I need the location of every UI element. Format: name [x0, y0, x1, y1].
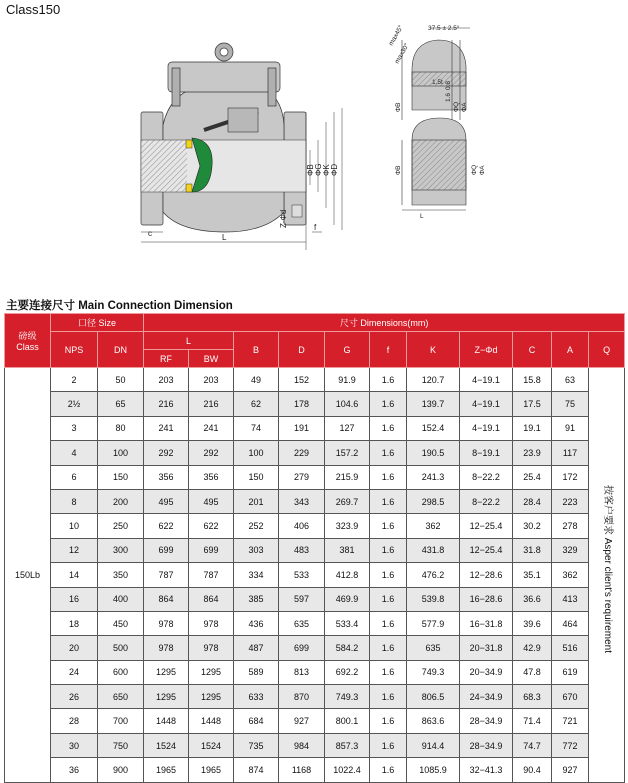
cell-nps: 2½ — [51, 392, 98, 416]
cell-a: 91 — [552, 416, 589, 440]
cell-bw: 1295 — [189, 660, 234, 684]
cell-bw: 978 — [189, 636, 234, 660]
cell-d: 597 — [279, 587, 325, 611]
cell-k: 431.8 — [407, 538, 460, 562]
cell-c: 71.4 — [513, 709, 552, 733]
cell-bw: 292 — [189, 441, 234, 465]
cell-k: 914.4 — [407, 733, 460, 757]
cell-bw: 864 — [189, 587, 234, 611]
cell-rf: 356 — [144, 465, 189, 489]
cell-dn: 900 — [98, 758, 144, 782]
cell-rf: 1295 — [144, 685, 189, 709]
cell-a: 670 — [552, 685, 589, 709]
table-row — [5, 733, 625, 757]
cell-g: 323.9 — [325, 514, 370, 538]
cell-f: 1.6 — [370, 392, 407, 416]
header-d: D — [279, 332, 325, 368]
valve-body-section — [141, 43, 306, 232]
label-face2-phiQ: ΦQ — [471, 164, 478, 175]
cell-g: 104.6 — [325, 392, 370, 416]
cell-d: 191 — [279, 416, 325, 440]
cell-k: 749.3 — [407, 660, 460, 684]
cell-k: 241.3 — [407, 465, 460, 489]
cell-d: 406 — [279, 514, 325, 538]
header-q: Q — [589, 332, 625, 368]
cell-a: 619 — [552, 660, 589, 684]
cell-d: 984 — [279, 733, 325, 757]
cell-nps: 12 — [51, 538, 98, 562]
cell-d: 635 — [279, 611, 325, 635]
cell-c: 42.9 — [513, 636, 552, 660]
cell-g: 584.2 — [325, 636, 370, 660]
cell-a: 516 — [552, 636, 589, 660]
cell-f: 1.6 — [370, 587, 407, 611]
label-f: f — [314, 223, 317, 232]
cell-c: 30.2 — [513, 514, 552, 538]
table-row — [5, 489, 625, 513]
cell-f: 1.6 — [370, 368, 407, 392]
cell-d: 1168 — [279, 758, 325, 782]
table-row — [5, 514, 625, 538]
cell-d: 483 — [279, 538, 325, 562]
cell-d: 533 — [279, 563, 325, 587]
label-face-phiQ: ΦQ — [453, 101, 460, 112]
cell-c: 68.3 — [513, 685, 552, 709]
cell-rf: 1524 — [144, 733, 189, 757]
cell-nps: 36 — [51, 758, 98, 782]
cell-k: 806.5 — [407, 685, 460, 709]
cell-b: 589 — [234, 660, 279, 684]
cell-f: 1.6 — [370, 465, 407, 489]
cell-a: 172 — [552, 465, 589, 489]
cell-g: 127 — [325, 416, 370, 440]
cell-dn: 50 — [98, 368, 144, 392]
cell-k: 120.7 — [407, 368, 460, 392]
cell-b: 684 — [234, 709, 279, 733]
label-angle: 37.5 ± 2.5° — [428, 25, 460, 32]
table-row — [5, 392, 625, 416]
header-b: B — [234, 332, 279, 368]
cell-g: 157.2 — [325, 441, 370, 465]
cell-f: 1.6 — [370, 416, 407, 440]
cell-z: 12−25.4 — [460, 538, 513, 562]
label-face-phiA: ΦA — [461, 102, 468, 112]
cell-bw: 216 — [189, 392, 234, 416]
label-r15: 1.5t — [432, 79, 443, 86]
cell-b: 436 — [234, 611, 279, 635]
label-L: L — [222, 233, 227, 242]
cell-z: 16−28.6 — [460, 587, 513, 611]
cell-rf: 495 — [144, 489, 189, 513]
cell-rf: 1965 — [144, 758, 189, 782]
q-note: 按客户要求 Asper client's requirement — [601, 484, 613, 653]
section-title: 主要连接尺寸 Main Connection Dimension — [6, 300, 233, 312]
cell-z: 32−41.3 — [460, 758, 513, 782]
table-row — [5, 563, 625, 587]
cell-z: 12−28.6 — [460, 563, 513, 587]
label-max30: max30° — [393, 42, 411, 65]
table-row — [5, 758, 625, 782]
cell-z: 28−34.9 — [460, 733, 513, 757]
cell-b: 100 — [234, 441, 279, 465]
cell-z: 8−19.1 — [460, 441, 513, 465]
cell-f: 1.6 — [370, 758, 407, 782]
cell-a: 413 — [552, 587, 589, 611]
cell-c: 31.8 — [513, 538, 552, 562]
cell-k: 635 — [407, 636, 460, 660]
cell-d: 152 — [279, 368, 325, 392]
cell-g: 412.8 — [325, 563, 370, 587]
cell-b: 735 — [234, 733, 279, 757]
header-c: C — [513, 332, 552, 368]
cell-bw: 978 — [189, 611, 234, 635]
table-row — [5, 611, 625, 635]
header-dn: DN — [98, 332, 144, 368]
cell-dn: 65 — [98, 392, 144, 416]
cell-f: 1.6 — [370, 685, 407, 709]
table-row — [5, 709, 625, 733]
cell-c: 36.6 — [513, 587, 552, 611]
cell-b: 334 — [234, 563, 279, 587]
cell-nps: 4 — [51, 441, 98, 465]
header-class — [5, 314, 51, 368]
cell-a: 721 — [552, 709, 589, 733]
cell-g: 692.2 — [325, 660, 370, 684]
cell-f: 1.6 — [370, 611, 407, 635]
cell-c: 15.8 — [513, 368, 552, 392]
cell-nps: 16 — [51, 587, 98, 611]
header-nps: NPS — [51, 332, 98, 368]
cell-f: 1.6 — [370, 660, 407, 684]
cell-dn: 150 — [98, 465, 144, 489]
cell-dn: 650 — [98, 685, 144, 709]
cell-bw: 203 — [189, 368, 234, 392]
cell-a: 117 — [552, 441, 589, 465]
cell-k: 1085.9 — [407, 758, 460, 782]
cell-bw: 1965 — [189, 758, 234, 782]
cell-nps: 20 — [51, 636, 98, 660]
cell-k: 298.5 — [407, 489, 460, 513]
cell-g: 91.9 — [325, 368, 370, 392]
header-g: G — [325, 332, 370, 368]
cell-c: 25.4 — [513, 465, 552, 489]
cell-a: 464 — [552, 611, 589, 635]
cell-b: 385 — [234, 587, 279, 611]
cell-c: 35.1 — [513, 563, 552, 587]
table-row — [5, 636, 625, 660]
cell-k: 139.7 — [407, 392, 460, 416]
cell-rf: 1295 — [144, 660, 189, 684]
cell-nps: 8 — [51, 489, 98, 513]
cell-dn: 500 — [98, 636, 144, 660]
cell-g: 749.3 — [325, 685, 370, 709]
cell-nps: 10 — [51, 514, 98, 538]
cell-g: 800.1 — [325, 709, 370, 733]
cell-c: 39.6 — [513, 611, 552, 635]
cell-dn: 300 — [98, 538, 144, 562]
label-zphid: Z-Φd — [279, 209, 288, 228]
cell-f: 1.6 — [370, 489, 407, 513]
cell-z: 4−19.1 — [460, 392, 513, 416]
cell-f: 1.6 — [370, 441, 407, 465]
header-size: 口径 Size — [51, 314, 144, 332]
cell-rf: 864 — [144, 587, 189, 611]
table-row — [5, 538, 625, 562]
cell-k: 476.2 — [407, 563, 460, 587]
cell-dn: 250 — [98, 514, 144, 538]
cell-z: 16−31.8 — [460, 611, 513, 635]
cell-a: 362 — [552, 563, 589, 587]
valve-drawing — [0, 0, 628, 290]
label-face2-L: L — [420, 213, 424, 220]
cell-nps: 26 — [51, 685, 98, 709]
cell-c: 28.4 — [513, 489, 552, 513]
cell-z: 4−19.1 — [460, 368, 513, 392]
dimension-table-body — [5, 368, 625, 783]
cell-b: 74 — [234, 416, 279, 440]
cell-d: 699 — [279, 636, 325, 660]
cell-z: 8−22.2 — [460, 489, 513, 513]
cell-d: 343 — [279, 489, 325, 513]
label-phiB: ΦB — [306, 164, 315, 176]
header-zphid: Z−Φd — [460, 332, 513, 368]
cell-dn: 700 — [98, 709, 144, 733]
weld-end-detail-2 — [402, 118, 466, 210]
label-phiG: ΦG — [314, 163, 323, 176]
cell-nps: 3 — [51, 416, 98, 440]
cell-f: 1.6 — [370, 636, 407, 660]
cell-a: 927 — [552, 758, 589, 782]
cell-b: 49 — [234, 368, 279, 392]
table-row — [5, 465, 625, 489]
cell-b: 487 — [234, 636, 279, 660]
cell-dn: 400 — [98, 587, 144, 611]
cell-rf: 216 — [144, 392, 189, 416]
cell-g: 469.9 — [325, 587, 370, 611]
cell-rf: 787 — [144, 563, 189, 587]
cell-rf: 1448 — [144, 709, 189, 733]
cell-rf: 622 — [144, 514, 189, 538]
cell-d: 229 — [279, 441, 325, 465]
cell-bw: 622 — [189, 514, 234, 538]
cell-k: 152.4 — [407, 416, 460, 440]
cell-bw: 1524 — [189, 733, 234, 757]
label-dim16: 1.6 — [445, 92, 452, 102]
header-f: f — [370, 332, 407, 368]
class-value: 150Lb — [5, 368, 51, 783]
label-phiD: ΦD — [330, 163, 339, 176]
cell-d: 178 — [279, 392, 325, 416]
cell-z: 4−19.1 — [460, 416, 513, 440]
cell-rf: 699 — [144, 538, 189, 562]
cell-c: 90.4 — [513, 758, 552, 782]
cell-d: 813 — [279, 660, 325, 684]
cell-g: 269.7 — [325, 489, 370, 513]
cell-f: 1.6 — [370, 538, 407, 562]
cell-bw: 787 — [189, 563, 234, 587]
table-row — [5, 368, 625, 392]
cell-dn: 80 — [98, 416, 144, 440]
label-max45: max45° — [387, 24, 405, 47]
cell-g: 857.3 — [325, 733, 370, 757]
cell-z: 20−31.8 — [460, 636, 513, 660]
cell-c: 17.5 — [513, 392, 552, 416]
cell-b: 150 — [234, 465, 279, 489]
cell-f: 1.6 — [370, 514, 407, 538]
cell-dn: 750 — [98, 733, 144, 757]
header-dimensions: 尺寸 Dimensions(mm) — [144, 314, 625, 332]
cell-bw: 1448 — [189, 709, 234, 733]
cell-a: 329 — [552, 538, 589, 562]
header-k: K — [407, 332, 460, 368]
cell-g: 381 — [325, 538, 370, 562]
cell-rf: 292 — [144, 441, 189, 465]
cell-g: 533.4 — [325, 611, 370, 635]
cell-nps: 18 — [51, 611, 98, 635]
label-dim08: 0.8 — [445, 80, 452, 90]
cell-a: 223 — [552, 489, 589, 513]
table-row — [5, 587, 625, 611]
cell-z: 8−22.2 — [460, 465, 513, 489]
cell-k: 190.5 — [407, 441, 460, 465]
cell-z: 28−34.9 — [460, 709, 513, 733]
cell-c: 23.9 — [513, 441, 552, 465]
cell-nps: 28 — [51, 709, 98, 733]
label-face2-phiB: ΦB — [395, 165, 402, 175]
label-face-phiB: ΦB — [395, 102, 402, 112]
header-L: L — [144, 332, 234, 350]
cell-nps: 14 — [51, 563, 98, 587]
label-phiK: ΦK — [322, 164, 331, 176]
cell-b: 633 — [234, 685, 279, 709]
header-class-en: Class — [16, 342, 39, 352]
cell-b: 252 — [234, 514, 279, 538]
cell-k: 362 — [407, 514, 460, 538]
cell-rf: 978 — [144, 636, 189, 660]
cell-dn: 450 — [98, 611, 144, 635]
table-row — [5, 685, 625, 709]
cell-rf: 978 — [144, 611, 189, 635]
q-note-cell — [589, 368, 625, 783]
cell-bw: 241 — [189, 416, 234, 440]
cell-z: 12−25.4 — [460, 514, 513, 538]
cell-k: 577.9 — [407, 611, 460, 635]
table-row — [5, 441, 625, 465]
cell-a: 278 — [552, 514, 589, 538]
cell-g: 1022.4 — [325, 758, 370, 782]
cell-dn: 200 — [98, 489, 144, 513]
cell-dn: 350 — [98, 563, 144, 587]
cell-d: 870 — [279, 685, 325, 709]
cell-z: 20−34.9 — [460, 660, 513, 684]
cell-f: 1.6 — [370, 709, 407, 733]
cell-b: 62 — [234, 392, 279, 416]
cell-b: 201 — [234, 489, 279, 513]
cell-nps: 24 — [51, 660, 98, 684]
cell-f: 1.6 — [370, 563, 407, 587]
cell-dn: 600 — [98, 660, 144, 684]
cell-c: 74.7 — [513, 733, 552, 757]
cell-f: 1.6 — [370, 733, 407, 757]
table-row — [5, 416, 625, 440]
cell-rf: 241 — [144, 416, 189, 440]
header-rf: RF — [144, 350, 189, 368]
cell-nps: 6 — [51, 465, 98, 489]
cell-bw: 495 — [189, 489, 234, 513]
cell-c: 47.8 — [513, 660, 552, 684]
cell-a: 75 — [552, 392, 589, 416]
cell-bw: 1295 — [189, 685, 234, 709]
cell-bw: 356 — [189, 465, 234, 489]
dimension-table — [4, 313, 625, 783]
cell-g: 215.9 — [325, 465, 370, 489]
header-class-cn: 磅级 — [18, 331, 37, 341]
cell-b: 303 — [234, 538, 279, 562]
cell-rf: 203 — [144, 368, 189, 392]
cell-a: 63 — [552, 368, 589, 392]
table-row — [5, 660, 625, 684]
cell-k: 539.8 — [407, 587, 460, 611]
cell-k: 863.6 — [407, 709, 460, 733]
header-bw: BW — [189, 350, 234, 368]
cell-nps: 30 — [51, 733, 98, 757]
cell-b: 874 — [234, 758, 279, 782]
label-face2-phiA: ΦA — [479, 165, 486, 175]
cell-bw: 699 — [189, 538, 234, 562]
cell-a: 772 — [552, 733, 589, 757]
cell-dn: 100 — [98, 441, 144, 465]
page-title: Class150 — [6, 2, 61, 17]
label-c: c — [148, 229, 152, 238]
header-a: A — [552, 332, 589, 368]
cell-nps: 2 — [51, 368, 98, 392]
cell-c: 19.1 — [513, 416, 552, 440]
cell-d: 279 — [279, 465, 325, 489]
cell-z: 24−34.9 — [460, 685, 513, 709]
cell-d: 927 — [279, 709, 325, 733]
